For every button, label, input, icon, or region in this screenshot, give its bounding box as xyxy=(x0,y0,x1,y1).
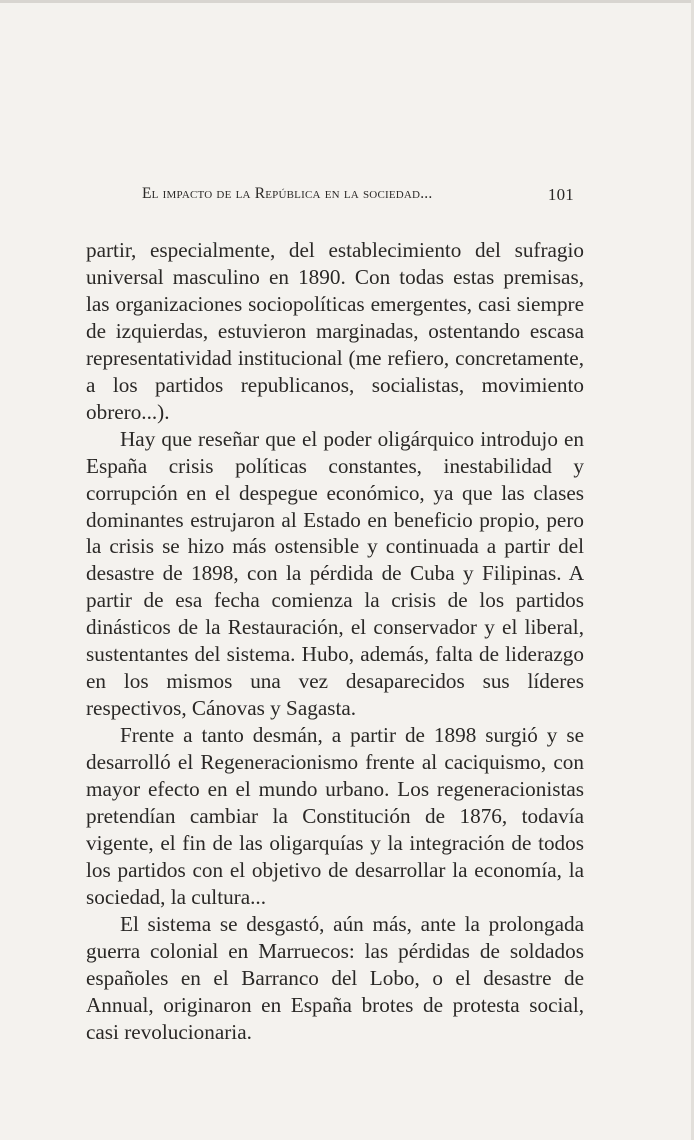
page-edge-top xyxy=(0,0,694,3)
paragraph-continued: partir, especialmente, del establecimiento del sufragio universal masculino en 1890. Con todas estas premisas, las organizaciones sociopolíticas emergentes, casi siempre de izquierdas, estuvieron marginadas, ostentando escasa representatividad institucional (me refiero, concretamente, a los partidos republicanos, socialistas, movimiento obrero...). xyxy=(86,238,584,424)
page-number: 101 xyxy=(547,185,574,204)
paragraph: Frente a tanto desmán, a partir de 1898 surgió y se desarrolló el Regeneracionismo frente al caciquismo, con mayor efecto en el mundo urbano. Los regeneracionistas pretendían cambiar la Constitución de 1876, todavía vigente, el fin de las oligarquías y la integración de todos los partidos con el objetivo de desarrollar la economía, la sociedad, la cultura... xyxy=(86,723,584,909)
body-text xyxy=(86,237,584,1046)
paragraph: El sistema se desgastó, aún más, ante la prolongada guerra colonial en Marruecos: las pérdidas de soldados españoles en el Barranco del Lobo, o el desastre de Annual, originaron en España brotes de protesta social, casi revolucionaria. xyxy=(86,911,584,1044)
running-title: El impacto de la República en la sociedad... xyxy=(142,185,433,202)
running-head xyxy=(86,183,576,207)
paragraph: Hay que reseñar que el poder oligárquico introdujo en España crisis políticas constantes, inestabilidad y corrupción en el despegue económico, ya que las clases dominantes estrujaron al Estado en beneficio propio, pero la crisis se hizo más ostensible y continuada a partir del desastre de 1898, con la pérdida de Cuba y Filipinas. A partir de esa fecha comienza la crisis de los partidos dinásticos de la Restauración, el conservador y el liberal, sustentantes del sistema. Hubo, además, falta de liderazgo en los mismos una vez desaparecidos sus líderes respectivos, Cánovas y Sagasta. xyxy=(86,426,584,721)
